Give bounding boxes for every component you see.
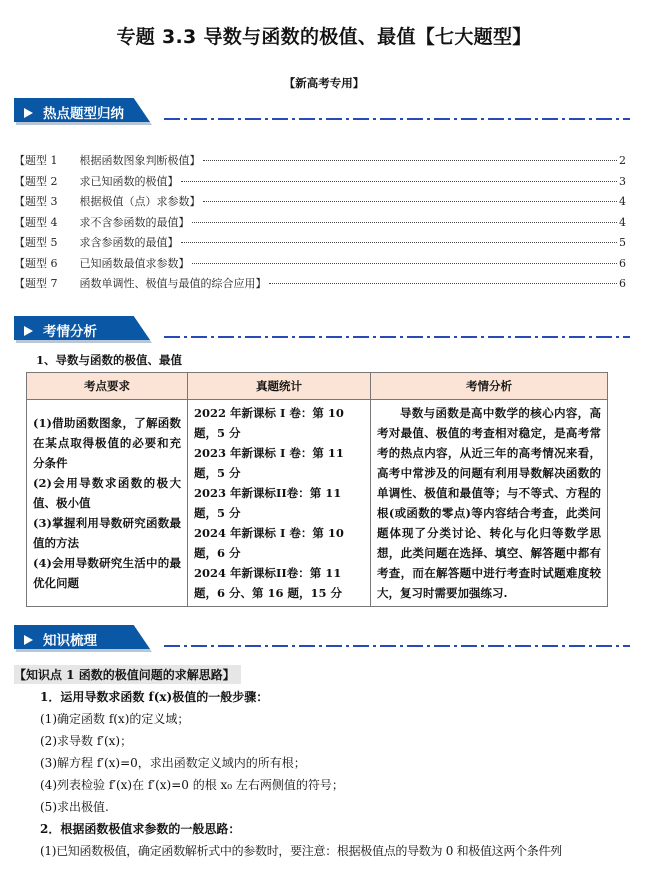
toc-item[interactable]: 【题型 2 求已知函数的极值】 3 [14,174,626,188]
step-heading: 1．运用导数求函数 f(x)极值的一般步骤： [40,690,269,704]
requirements-cell: (1)借助函数图象，了解函数在某点取得极值的必要和充分条件 (2)会用导数求函数的极大值、极小值 (3)掌握利用导数研究函数最值的方法 (4)会用导数研究生活中的最优化问题 [27,400,188,607]
leader-dots [203,201,618,202]
analysis-cell: 导数与函数是高中数学的核心内容，高考对最值、极值的考查相对稳定，是高考常考的热点内容，从近三年的高考情况来看，高考中常涉及的问题有利用导数解决函数的单调性、极值和最值等；与不等式、方程的根(或函数的零点)等内容结合考查，此类问题体现了分类讨论、转化与化归等数学思想，此类问题在选择、填空、解答题中都有考查，而在解答题中进行考查时试题难度较大，复习时需要加强练习. [371,400,608,607]
page-title: 专题 3.3 导数与函数的极值、最值【七大题型】 [116,26,532,48]
knowledge-content [40,686,630,862]
page-subtitle: 【新高考专用】 [283,76,365,90]
toc-page-number: 2 [619,154,626,167]
column-header: 考点要求 [27,373,188,400]
toc-page-number: 4 [619,195,626,208]
knowledge-point-title: 【知识点 1 函数的极值问题的求解思路】 [14,665,241,684]
section-header-hot-types [14,98,644,124]
toc-item[interactable]: 【题型 7 函数单调性、极值与最值的综合应用】 6 [14,277,626,290]
toc-page-number: 4 [619,215,626,229]
leader-dots [269,283,618,284]
toc-page-number: 3 [619,174,626,188]
leader-dots [181,242,618,243]
toc-item[interactable]: 【题型 5 求含参函数的最值】 5 [14,236,626,249]
triangle-right-icon [24,326,33,336]
analysis-heading: 1、导数与函数的极值、最值 [36,353,183,367]
section-header-analysis [14,316,644,342]
stats-cell: 2022 年新课标 I 卷：第 10 题，5 分 2023 年新课标 I 卷：第 11 题，5 分 2023 年新课标II卷：第 11 题，5 分 2024 年新课标 I 卷：第 10 题，6 分 2024 年新课标II卷：第 11 题，6 分、第 16 题，15 分 [188,400,371,607]
section-title: 热点题型归纳 [43,106,124,122]
analysis-table [26,372,608,607]
toc-item[interactable]: 【题型 1 根据函数图象判断极值】 2 [14,154,626,167]
section-title: 知识梳理 [43,633,97,649]
leader-dots [203,160,618,161]
dash-dot-divider [164,118,630,120]
dash-dot-divider [164,645,630,647]
section-header-knowledge [14,625,644,651]
column-header: 真题统计 [188,373,371,400]
toc-page-number: 6 [619,256,626,270]
step-line: (1)确定函数 f(x)的定义域； [40,712,190,726]
toc-page-number: 5 [619,236,626,249]
triangle-right-icon [24,635,33,645]
leader-dots [181,181,618,182]
dash-dot-divider [164,336,630,338]
step-heading: 2．根据函数极值求参数的一般思路： [40,822,241,836]
toc-item[interactable]: 【题型 6 已知函数最值求参数】 6 [14,256,626,270]
toc-page-number: 6 [619,277,626,290]
leader-dots [192,222,618,223]
step-line: (3)解方程 f′(x)=0，求出函数定义域内的所有根； [40,756,306,770]
toc-item[interactable]: 【题型 3 根据极值（点）求参数】 4 [14,195,626,208]
toc-item[interactable]: 【题型 4 求不含参函数的最值】 4 [14,215,626,229]
triangle-right-icon [24,108,33,118]
section-title: 考情分析 [43,324,97,340]
step-line: (4)列表检验 f′(x)在 f′(x)=0 的根 x₀ 左右两侧值的符号； [40,778,344,792]
leader-dots [192,263,618,264]
column-header: 考情分析 [371,373,608,400]
step-line: (5)求出极值. [40,800,109,814]
step-line: (1)已知函数极值，确定函数解析式中的参数时，要注意：根据极值点的导数为 0 和极值这两个条件列 [40,844,562,858]
table-of-contents [14,152,626,296]
step-line: (2)求导数 f′(x)； [40,734,133,748]
